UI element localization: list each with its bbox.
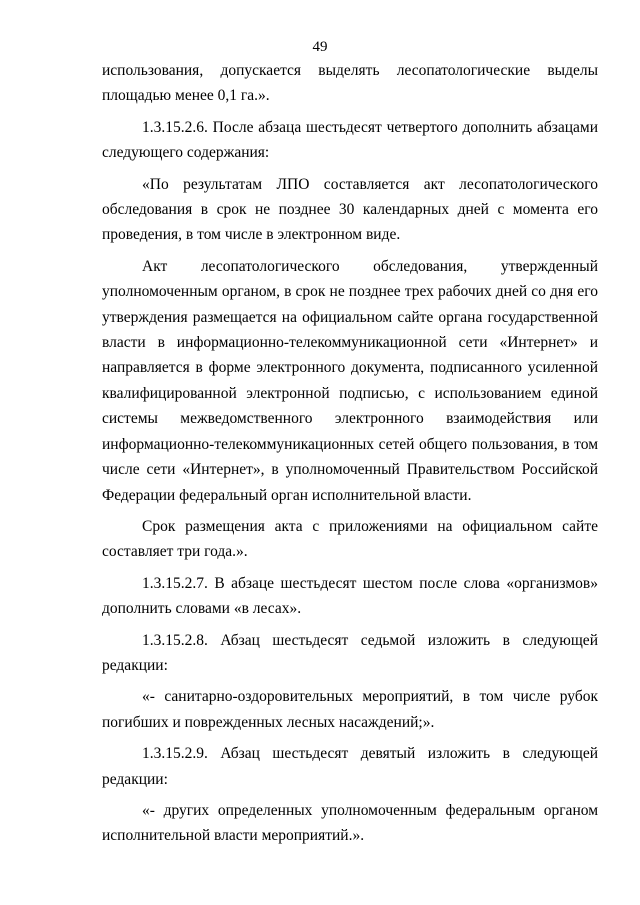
paragraph-sanitary-measures: «- санитарно-оздоровительных мероприятий, в том числе рубок погибших и поврежденных лесных насаждений;».	[102, 688, 598, 731]
paragraph-1-3-15-2-8: 1.3.15.2.8. Абзац шестьдесят седьмой изложить в следующей редакции:	[102, 631, 598, 674]
paragraph-1-3-15-2-6: 1.3.15.2.6. После абзаца шестьдесят четвертого дополнить абзацами следующего содержания:	[102, 118, 598, 162]
paragraph-placement-term: Срок размещения акта с приложениями на официальном сайте составляет три года.».	[102, 517, 598, 561]
paragraph-1-3-15-2-7: 1.3.15.2.7. В абзаце шестьдесят шестом после слова «организмов» дополнить словами «в лесах».	[102, 574, 598, 618]
paragraph-lpo-act: «По результатам ЛПО составляется акт лесопатологического обследования в срок не позднее 30 календарных дней с момента его проведения, в том числе в электронном виде.	[102, 175, 598, 244]
paragraph-other-measures: «- других определенных уполномоченным федеральным органом исполнительной власти мероприятий.».	[102, 801, 598, 845]
paragraph-act-placement: Акт лесопатологического обследования, утвержденный уполномоченным органом, в срок не позднее трех рабочих дней со дня его утверждения размещается на официальном сайте органа государственной власти в информационно-телекоммуникационной сети «Интернет» и направляется в форме электронного документа, подписанного усиленной квалифицированной электронной подписью, с использованием единой системы межведомственного электронного взаимодействия или информационно-телекоммуникационных сетей общего пользования, в том числе сети «Интернет», в уполномоченный Правительством Российской Федерации федеральный орган исполнительной власти.	[102, 257, 598, 504]
paragraph-1-3-15-2-9: 1.3.15.2.9. Абзац шестьдесят девятый изложить в следующей редакции:	[102, 745, 598, 788]
paragraph-continuation: использования, допускается выделять лесопатологические выделы площадью менее 0,1 га.».	[102, 62, 598, 105]
page-number: 49	[312, 39, 328, 55]
document-body	[102, 58, 598, 849]
